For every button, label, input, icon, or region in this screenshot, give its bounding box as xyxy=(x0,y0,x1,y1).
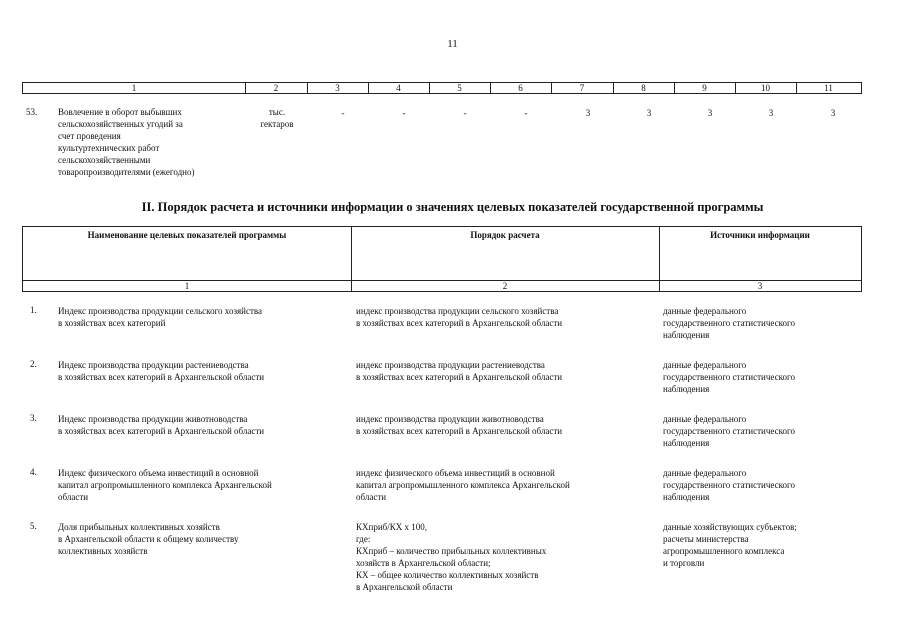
indicator-name xyxy=(58,359,348,383)
table2-header xyxy=(22,226,862,292)
table1-value-10: 3 xyxy=(768,108,774,118)
table1-col-9: 9 xyxy=(702,83,707,93)
table2-col-number: 1 xyxy=(184,281,190,291)
text-line: индекс производства продукции растениеводства xyxy=(356,360,545,370)
table1-value-8: 3 xyxy=(646,108,652,118)
text-line: наблюдения xyxy=(663,384,710,394)
table1-value-3: - xyxy=(341,108,345,118)
indicator-name xyxy=(58,521,348,557)
indicator-name xyxy=(58,467,348,503)
text-line: Индекс физического объема инвестиций в основной xyxy=(58,468,259,478)
text-line: в хозяйствах всех категорий в Архангельской области xyxy=(356,372,563,382)
text-line: в Архангельской области xyxy=(356,582,453,592)
table2-row-number: 2. xyxy=(30,359,37,369)
text-line: государственного статистического xyxy=(663,372,795,382)
table1-col-1: 1 xyxy=(131,83,137,93)
text-line: хозяйств в Архангельской области; xyxy=(356,558,491,568)
table1-col-6: 6 xyxy=(518,83,523,93)
row-name-line: счет проведения xyxy=(58,131,121,141)
table1-value-5: - xyxy=(463,108,467,118)
text-line: агропромышленного комплекса xyxy=(663,546,785,556)
table1-value-11: 3 xyxy=(830,108,836,118)
indicator-name xyxy=(58,305,348,329)
table2-header-name: Наименование целевых показателей программы xyxy=(87,230,287,240)
text-line: коллективных хозяйств xyxy=(58,546,148,556)
text-line: государственного статистического xyxy=(663,318,795,328)
text-line: Индекс производства продукции сельского хозяйства xyxy=(58,306,263,316)
text-line: в хозяйствах всех категорий в Архангельской области xyxy=(356,426,563,436)
table2-row-number: 1. xyxy=(30,305,37,315)
calculation-method xyxy=(356,467,651,503)
text-line: в хозяйствах всех категорий в Архангельской области xyxy=(58,372,265,382)
calculation-method xyxy=(356,359,651,383)
table2-col-number: 3 xyxy=(757,281,763,291)
text-line: данные федерального xyxy=(663,360,747,370)
information-source xyxy=(663,413,858,449)
text-line: государственного статистического xyxy=(663,480,795,490)
text-line: КХприб – количество прибыльных коллективных xyxy=(356,546,547,556)
text-line: данные федерального xyxy=(663,306,747,316)
text-line: капитал агропромышленного комплекса Архангельской xyxy=(58,480,272,490)
table2-row-number: 5. xyxy=(30,521,37,531)
table1-col-7: 7 xyxy=(579,83,585,93)
text-line: в Архангельской области к общему количеству xyxy=(58,534,239,544)
table1-row-number: 53. xyxy=(26,107,38,117)
table1-row-name xyxy=(58,106,248,178)
row-name-line: культуртехнических работ xyxy=(58,143,160,153)
information-source xyxy=(663,305,858,341)
table1-header-row xyxy=(22,82,862,94)
page-number: 11 xyxy=(447,38,458,50)
table1-col-2: 2 xyxy=(273,83,279,93)
unit-line: гектаров xyxy=(260,119,294,129)
table1-value-6: - xyxy=(524,108,528,118)
table1-value-4: - xyxy=(402,108,406,118)
table2-row-number: 3. xyxy=(30,413,37,423)
text-line: наблюдения xyxy=(663,438,710,448)
text-line: данные федерального xyxy=(663,468,747,478)
information-source xyxy=(663,521,858,569)
text-line: в хозяйствах всех категорий в Архангельской области xyxy=(356,318,563,328)
text-line: Индекс производства продукции растениеводства xyxy=(58,360,249,370)
table1-value-9: 3 xyxy=(707,108,713,118)
text-line: индекс производства продукции животноводства xyxy=(356,414,544,424)
row-name-line: сельскохозяйственными xyxy=(58,155,151,165)
table1-col-3: 3 xyxy=(335,83,340,93)
text-line: в хозяйствах всех категорий xyxy=(58,318,166,328)
text-line: расчеты министерства xyxy=(663,534,749,544)
text-line: Индекс производства продукции животноводства xyxy=(58,414,248,424)
text-line: Доля прибыльных коллективных хозяйств xyxy=(58,522,220,532)
calculation-method xyxy=(356,413,651,437)
indicator-name xyxy=(58,413,348,437)
text-line: в хозяйствах всех категорий в Архангельской области xyxy=(58,426,265,436)
section-title: II. Порядок расчета и источники информации о значениях целевых показателей государственной программы xyxy=(141,200,764,214)
table1-col-10: 10 xyxy=(761,83,770,93)
text-line: области xyxy=(58,492,89,502)
table2-header-source: Источники информации xyxy=(710,230,810,240)
text-line: КХ – общее количество коллективных хозяйств xyxy=(356,570,539,580)
information-source xyxy=(663,359,858,395)
table1-col-11: 11 xyxy=(824,83,833,93)
row-name-line: Вовлечение в оборот выбывших xyxy=(58,107,182,117)
table1-col-8: 8 xyxy=(641,83,646,93)
table2-header-calc: Порядок расчета xyxy=(470,230,540,240)
unit-line: тыс. xyxy=(268,107,286,117)
text-line: наблюдения xyxy=(663,492,710,502)
row-name-line: товаропроизводителями (ежегодно) xyxy=(58,167,195,177)
calculation-method xyxy=(356,521,651,593)
row-name-line: сельскохозяйственных угодий за xyxy=(58,119,183,129)
text-line: наблюдения xyxy=(663,330,710,340)
table1-row-unit xyxy=(246,106,308,130)
text-line: данные федерального xyxy=(663,414,747,424)
table1-col-4: 4 xyxy=(396,83,401,93)
calculation-method xyxy=(356,305,651,329)
text-line: и торговли xyxy=(663,558,705,568)
table1-value-7: 3 xyxy=(585,108,591,118)
information-source xyxy=(663,467,858,503)
text-line: индекс производства продукции сельского хозяйства xyxy=(356,306,559,316)
text-line: области xyxy=(356,492,387,502)
table2-col-number: 2 xyxy=(502,281,508,291)
text-line: где: xyxy=(356,534,371,544)
text-line: капитал агропромышленного комплекса Архангельской xyxy=(356,480,570,490)
text-line: КХприб/КХ х 100, xyxy=(356,522,427,532)
table2-row-number: 4. xyxy=(30,467,37,477)
text-line: индекс физического объема инвестиций в основной xyxy=(356,468,555,478)
text-line: государственного статистического xyxy=(663,426,795,436)
table1-col-5: 5 xyxy=(457,83,462,93)
text-line: данные хозяйствующих субъектов; xyxy=(663,522,797,532)
